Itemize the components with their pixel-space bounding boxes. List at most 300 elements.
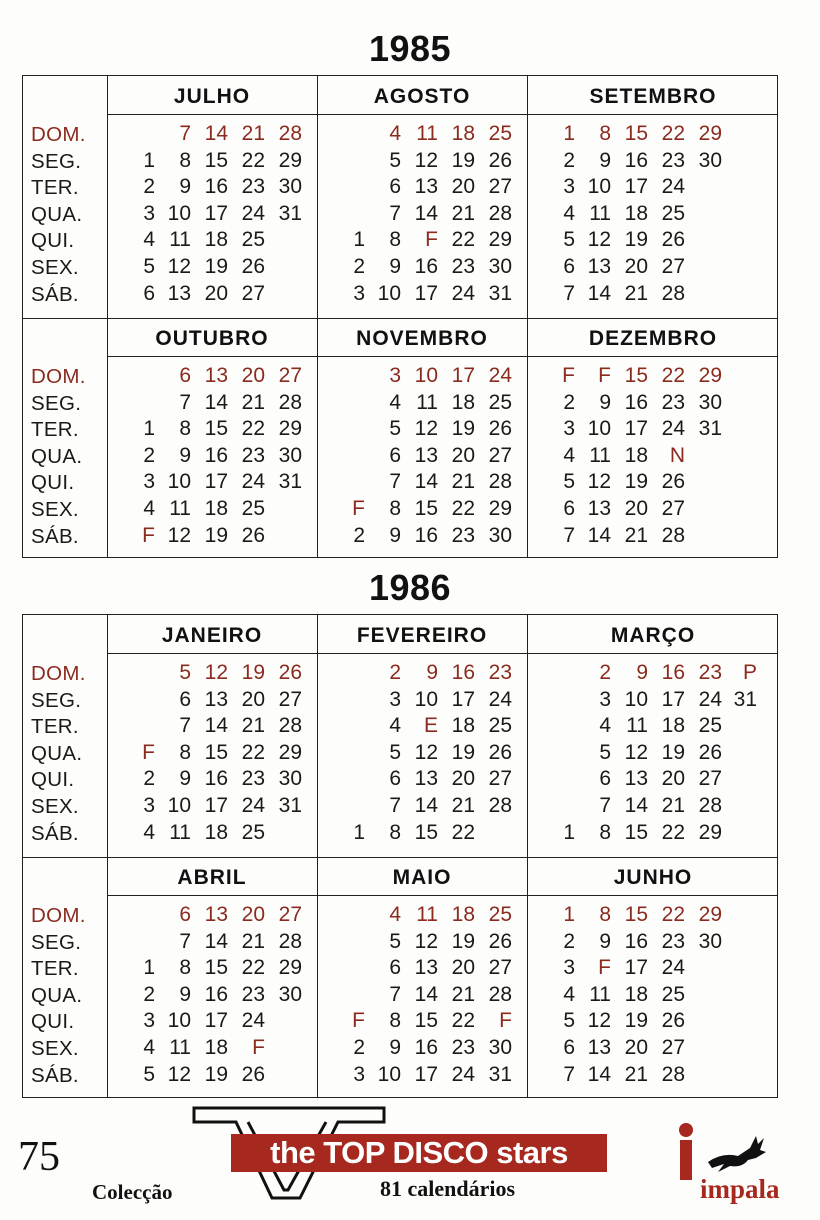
- calendar-day: 20: [451, 767, 475, 791]
- calendar-day: 13: [204, 687, 228, 711]
- calendar-day: 30: [278, 443, 302, 467]
- calendar-day: 28: [661, 523, 685, 547]
- calendar-day: 7: [389, 470, 401, 494]
- calendar-day: 11: [589, 982, 611, 1006]
- calendar-day: 25: [241, 820, 265, 844]
- calendar-day: 1: [563, 122, 575, 145]
- calendar-day: 13: [414, 443, 438, 467]
- calendar-day: 31: [488, 281, 512, 305]
- calendar-day: 29: [698, 903, 722, 926]
- calendar-day: 5: [389, 740, 401, 764]
- calendar-day: 30: [278, 175, 302, 199]
- calendar-day: 27: [241, 281, 265, 305]
- calendar-day: 21: [451, 470, 475, 494]
- calendar-day: 22: [451, 228, 475, 252]
- calendar-day: 2: [563, 390, 575, 414]
- day-label: QUI.: [31, 768, 75, 792]
- calendar-day: 25: [488, 714, 512, 738]
- calendar-day: 27: [698, 767, 722, 791]
- calendar-day: 14: [204, 714, 228, 738]
- calendar-day: 14: [587, 1062, 611, 1086]
- calendar-day: 4: [563, 201, 575, 225]
- day-label: TER.: [31, 176, 79, 200]
- calendar-day: 27: [278, 364, 302, 387]
- calendar-day: 12: [414, 929, 438, 953]
- calendar-day: 17: [451, 364, 475, 387]
- calendar-day: 16: [204, 443, 228, 467]
- calendar-day: 9: [599, 148, 611, 172]
- calendar-day: 4: [563, 443, 575, 467]
- calendar-day: 23: [451, 255, 475, 278]
- calendar-day: 15: [414, 1009, 438, 1033]
- day-label: SEG.: [31, 930, 82, 954]
- calendar-day: 15: [414, 497, 438, 520]
- calendar-day: 4: [143, 497, 155, 520]
- calendar-day: 21: [241, 122, 265, 145]
- day-label: QUA.: [31, 202, 83, 226]
- calendar-day: 22: [241, 417, 265, 441]
- calendar-day: 25: [488, 122, 512, 145]
- calendar-day: 12: [414, 740, 438, 764]
- calendar-day: 26: [488, 929, 512, 953]
- calendar-day: 31: [278, 794, 302, 817]
- calendar-day: 16: [414, 1036, 438, 1059]
- calendar-day: 26: [661, 1009, 685, 1033]
- calendar-day: 8: [389, 497, 401, 520]
- calendar-day: 26: [661, 228, 685, 252]
- calendar-day: 24: [661, 417, 685, 441]
- calendar-day: 14: [587, 281, 611, 305]
- calendar-day: 29: [278, 417, 302, 441]
- calendar-day: 1: [143, 148, 155, 172]
- calendar-day: 1: [143, 417, 155, 441]
- month-name: JULHO: [173, 85, 251, 108]
- calendar-day: 15: [624, 364, 648, 387]
- calendar-day: 4: [599, 714, 611, 738]
- calendar-day: 18: [451, 714, 475, 738]
- calendar-day: 29: [488, 228, 512, 252]
- calendar-day: 31: [488, 1062, 512, 1086]
- calendar-day: 13: [414, 767, 438, 791]
- calendar-day: 15: [204, 956, 228, 980]
- calendar-day: 3: [599, 687, 611, 711]
- calendar-day: 10: [167, 470, 191, 494]
- calendar-day: 27: [661, 497, 685, 520]
- calendar-day: 11: [416, 903, 438, 926]
- calendar-day: 4: [143, 820, 155, 844]
- calendar-day: 1: [563, 903, 575, 926]
- calendar-day: 11: [416, 122, 438, 145]
- calendar-day: 13: [587, 255, 611, 278]
- calendar-day: 4: [389, 390, 401, 414]
- calendar-day: 16: [204, 982, 228, 1006]
- calendar-day: 8: [389, 820, 401, 844]
- calendar-day: 3: [353, 281, 365, 305]
- calendar-day: 10: [167, 1009, 191, 1033]
- calendar-day: 24: [661, 175, 685, 199]
- calendar-day: 5: [143, 1062, 155, 1086]
- day-label: QUA.: [31, 741, 83, 765]
- grid-divider: [107, 76, 108, 557]
- calendar-day: 14: [204, 390, 228, 414]
- calendar-day: 19: [624, 1009, 648, 1033]
- calendar-day: 9: [389, 523, 401, 547]
- calendar-day: 15: [414, 820, 438, 844]
- calendar-day: 8: [179, 956, 191, 980]
- day-label: DOM.: [31, 123, 86, 146]
- calendar-day: 19: [204, 255, 228, 278]
- calendar-day: F: [562, 364, 575, 387]
- calendar-day: 29: [698, 122, 722, 145]
- calendar-day: 2: [389, 661, 401, 684]
- month-name: SETEMBRO: [589, 85, 717, 108]
- calendar-count-label: 81 calendários: [380, 1176, 516, 1201]
- calendar-day: 13: [414, 956, 438, 980]
- calendar-day: F: [142, 740, 155, 764]
- calendar-day: 13: [167, 281, 191, 305]
- calendar-day: 11: [416, 390, 438, 414]
- calendar-day: 18: [204, 497, 228, 520]
- calendar-day: 17: [414, 281, 438, 305]
- calendar-day: 22: [241, 740, 265, 764]
- calendar-day: 28: [278, 122, 302, 145]
- calendar-day: 6: [179, 687, 191, 711]
- calendar-day: 20: [661, 767, 685, 791]
- calendar-day: 14: [204, 122, 228, 145]
- calendar-day: 29: [698, 364, 722, 387]
- calendar-day: 15: [624, 122, 648, 145]
- month-name: ABRIL: [177, 866, 247, 889]
- year-title-1986: 1986: [368, 567, 452, 608]
- calendar-day: 27: [488, 767, 512, 791]
- day-label: SÁB.: [31, 282, 79, 306]
- calendar-day: 13: [587, 497, 611, 520]
- calendar-day: 3: [143, 201, 155, 225]
- calendar-day: 28: [698, 794, 722, 817]
- month-name: JUNHO: [613, 866, 693, 889]
- calendar-day: 5: [389, 148, 401, 172]
- calendar-day: 22: [661, 820, 685, 844]
- day-label: SEG.: [31, 688, 82, 712]
- collection-label: Colecção: [92, 1180, 173, 1204]
- calendar-day: 4: [389, 903, 401, 926]
- calendar-day: 2: [143, 443, 155, 467]
- calendar-day: 17: [624, 175, 648, 199]
- calendar-day: 29: [278, 740, 302, 764]
- grid-divider: [107, 653, 777, 654]
- calendar-day: 18: [624, 443, 648, 467]
- calendar-day: 12: [624, 740, 648, 764]
- calendar-day: 11: [169, 820, 191, 844]
- calendar-day: 11: [169, 497, 191, 520]
- calendar-day: 1: [353, 228, 365, 252]
- calendar-day: 30: [488, 523, 512, 547]
- calendar-day: 12: [414, 417, 438, 441]
- calendar-day: 5: [563, 470, 575, 494]
- calendar-day: 30: [488, 1036, 512, 1059]
- calendar-day: F: [598, 364, 611, 387]
- calendar-day: 2: [143, 175, 155, 199]
- calendar-day: 25: [661, 982, 685, 1006]
- calendar-day: 21: [451, 794, 475, 817]
- calendar-day: 19: [451, 740, 475, 764]
- calendar-grid-1985: [22, 75, 778, 558]
- calendar-day: 27: [278, 903, 302, 926]
- calendar-day: 17: [204, 794, 228, 817]
- calendar-day: 10: [414, 687, 438, 711]
- calendar-day: 23: [451, 523, 475, 547]
- calendar-day: 1: [563, 820, 575, 844]
- calendar-day: 19: [624, 470, 648, 494]
- calendar-day: 28: [278, 390, 302, 414]
- calendar-day: 19: [451, 929, 475, 953]
- month-name: FEVEREIRO: [356, 624, 488, 647]
- calendar-day: 11: [169, 1036, 191, 1059]
- grid-divider: [23, 318, 777, 319]
- calendar-day: 4: [143, 1036, 155, 1059]
- calendar-day: 9: [389, 1036, 401, 1059]
- calendar-day: 30: [698, 929, 722, 953]
- calendar-day: 17: [624, 417, 648, 441]
- calendar-day: 5: [143, 255, 155, 278]
- calendar-day: 8: [179, 148, 191, 172]
- calendar-day: 24: [241, 1009, 265, 1033]
- day-label: QUI.: [31, 471, 75, 495]
- calendar-day: 24: [451, 1062, 475, 1086]
- calendar-day: 12: [167, 523, 191, 547]
- calendar-day: 2: [353, 523, 365, 547]
- calendar-day: 23: [661, 390, 685, 414]
- calendar-day: 14: [624, 794, 648, 817]
- grid-divider: [527, 615, 528, 1097]
- calendar-day: 14: [587, 523, 611, 547]
- grid-divider: [107, 114, 777, 115]
- calendar-day: 31: [733, 687, 757, 711]
- day-label: QUA.: [31, 983, 83, 1007]
- calendar-day: 22: [241, 956, 265, 980]
- calendar-day: 31: [698, 417, 722, 441]
- calendar-day: 10: [377, 281, 401, 305]
- day-label: SEG.: [31, 149, 82, 173]
- calendar-day: 8: [179, 740, 191, 764]
- calendar-day: 17: [204, 470, 228, 494]
- calendar-day: 1: [143, 956, 155, 980]
- calendar-day: 19: [624, 228, 648, 252]
- calendar-day: 12: [587, 1009, 611, 1033]
- calendar-day: 25: [241, 228, 265, 252]
- calendar-day: 4: [389, 122, 401, 145]
- calendar-day: 17: [204, 1009, 228, 1033]
- calendar-day: 11: [169, 228, 191, 252]
- calendar-day: 27: [488, 175, 512, 199]
- calendar-day: 3: [389, 364, 401, 387]
- calendar-day: 7: [563, 1062, 575, 1086]
- day-label: TER.: [31, 957, 79, 981]
- calendar-day: 9: [426, 661, 438, 684]
- calendar-day: 20: [451, 956, 475, 980]
- calendar-day: 24: [241, 470, 265, 494]
- calendar-day: 16: [204, 175, 228, 199]
- calendar-day: 2: [599, 661, 611, 684]
- calendar-day: 5: [389, 929, 401, 953]
- calendar-day: 9: [179, 443, 191, 467]
- calendar-day: 15: [624, 903, 648, 926]
- calendar-day: 20: [451, 175, 475, 199]
- calendar-day: 13: [414, 175, 438, 199]
- calendar-day: 21: [451, 982, 475, 1006]
- calendar-day: 23: [698, 661, 722, 684]
- calendar-day: 28: [488, 794, 512, 817]
- calendar-day: 7: [599, 794, 611, 817]
- calendar-day: 10: [587, 175, 611, 199]
- calendar-day: 12: [414, 148, 438, 172]
- calendar-day: 8: [599, 903, 611, 926]
- calendar-day: 3: [389, 687, 401, 711]
- calendar-day: 7: [179, 390, 191, 414]
- calendar-day: 30: [488, 255, 512, 278]
- month-name: NOVEMBRO: [356, 327, 488, 350]
- calendar-day: 8: [389, 228, 401, 252]
- calendar-day: 18: [451, 390, 475, 414]
- calendar-day: F: [425, 228, 438, 252]
- calendar-day: N: [669, 443, 685, 467]
- calendar-day: 21: [624, 281, 648, 305]
- calendar-day: 23: [451, 1036, 475, 1059]
- calendar-day: 3: [143, 470, 155, 494]
- calendar-day: 21: [624, 523, 648, 547]
- calendar-day: 23: [241, 767, 265, 791]
- calendar-day: 8: [389, 1009, 401, 1033]
- calendar-day: 10: [167, 201, 191, 225]
- calendar-day: 28: [278, 929, 302, 953]
- year-title-1985: 1985: [368, 28, 452, 69]
- calendar-day: 30: [278, 982, 302, 1006]
- calendar-day: 25: [241, 497, 265, 520]
- calendar-day: 16: [414, 523, 438, 547]
- calendar-day: 18: [204, 820, 228, 844]
- calendar-day: 22: [451, 820, 475, 844]
- calendar-day: 20: [624, 497, 648, 520]
- calendar-day: 27: [488, 443, 512, 467]
- calendar-day: 14: [414, 794, 438, 817]
- calendar-day: 19: [661, 740, 685, 764]
- day-label: DOM.: [31, 365, 86, 388]
- calendar-day: 19: [204, 523, 228, 547]
- calendar-day: 7: [389, 794, 401, 817]
- calendar-day: 22: [451, 497, 475, 520]
- calendar-day: 28: [278, 714, 302, 738]
- calendar-day: 7: [389, 982, 401, 1006]
- calendar-day: 1: [353, 820, 365, 844]
- calendar-day: 6: [179, 364, 191, 387]
- day-label: SEX.: [31, 256, 79, 279]
- calendar-day: 5: [389, 417, 401, 441]
- calendar-day: 22: [661, 122, 685, 145]
- calendar-day: 19: [451, 148, 475, 172]
- grid-divider: [23, 857, 777, 858]
- calendar-day: 29: [278, 148, 302, 172]
- calendar-day: F: [598, 956, 611, 980]
- day-label: QUA.: [31, 444, 83, 468]
- calendar-day: 26: [241, 255, 265, 278]
- grid-divider: [527, 76, 528, 557]
- calendar-day: 14: [414, 470, 438, 494]
- calendar-day: 17: [624, 956, 648, 980]
- calendar-day: 15: [204, 148, 228, 172]
- calendar-day: 4: [143, 228, 155, 252]
- month-name: DEZEMBRO: [588, 327, 718, 350]
- calendar-day: 2: [143, 767, 155, 791]
- calendar-day: 16: [661, 661, 685, 684]
- calendar-day: 18: [624, 982, 648, 1006]
- calendar-day: 9: [179, 175, 191, 199]
- calendar-day: F: [499, 1009, 512, 1033]
- calendar-day: 20: [624, 255, 648, 278]
- calendar-day: 21: [241, 929, 265, 953]
- calendar-day: 18: [451, 903, 475, 926]
- calendar-day: 16: [204, 767, 228, 791]
- calendar-day: 7: [179, 122, 191, 145]
- calendar-day: 29: [698, 820, 722, 844]
- calendar-day: 9: [179, 767, 191, 791]
- calendar-day: 16: [451, 661, 475, 684]
- calendar-day: 9: [179, 982, 191, 1006]
- month-name: MARÇO: [610, 624, 696, 647]
- calendar-day: 20: [624, 1036, 648, 1059]
- calendar-day: 23: [661, 148, 685, 172]
- month-name: MAIO: [392, 866, 452, 889]
- calendar-day: F: [252, 1036, 265, 1059]
- calendar-day: 25: [488, 390, 512, 414]
- calendar-day: 26: [488, 740, 512, 764]
- calendar-day: 26: [488, 148, 512, 172]
- calendar-day: 30: [698, 148, 722, 172]
- calendar-day: 17: [414, 1062, 438, 1086]
- calendar-day: 10: [414, 364, 438, 387]
- calendar-day: 24: [451, 281, 475, 305]
- calendar-day: 7: [389, 201, 401, 225]
- day-label: DOM.: [31, 904, 86, 927]
- calendar-day: 29: [488, 497, 512, 520]
- day-label: SÁB.: [31, 524, 79, 548]
- calendar-day: 6: [599, 767, 611, 791]
- calendar-day: 7: [563, 523, 575, 547]
- calendar-day: 15: [624, 820, 648, 844]
- calendar-day: 5: [599, 740, 611, 764]
- calendar-day: 26: [278, 661, 302, 684]
- calendar-day: 18: [204, 1036, 228, 1059]
- calendar-day: 28: [661, 1062, 685, 1086]
- calendar-day: 31: [278, 470, 302, 494]
- calendar-day: 6: [389, 956, 401, 980]
- day-label: DOM.: [31, 662, 86, 685]
- grid-divider: [317, 615, 318, 1097]
- calendar-day: 18: [661, 714, 685, 738]
- calendar-day: 21: [661, 794, 685, 817]
- calendar-day: 23: [241, 443, 265, 467]
- calendar-day: 28: [488, 470, 512, 494]
- day-label: TER.: [31, 418, 79, 442]
- calendar-day: 12: [167, 1062, 191, 1086]
- day-label: SEX.: [31, 795, 79, 818]
- calendar-day: 13: [624, 767, 648, 791]
- month-name: JANEIRO: [161, 624, 263, 647]
- calendar-day: 4: [563, 982, 575, 1006]
- calendar-day: 21: [241, 390, 265, 414]
- calendar-day: F: [352, 1009, 365, 1033]
- calendar-day: 24: [488, 364, 512, 387]
- calendar-day: 21: [451, 201, 475, 225]
